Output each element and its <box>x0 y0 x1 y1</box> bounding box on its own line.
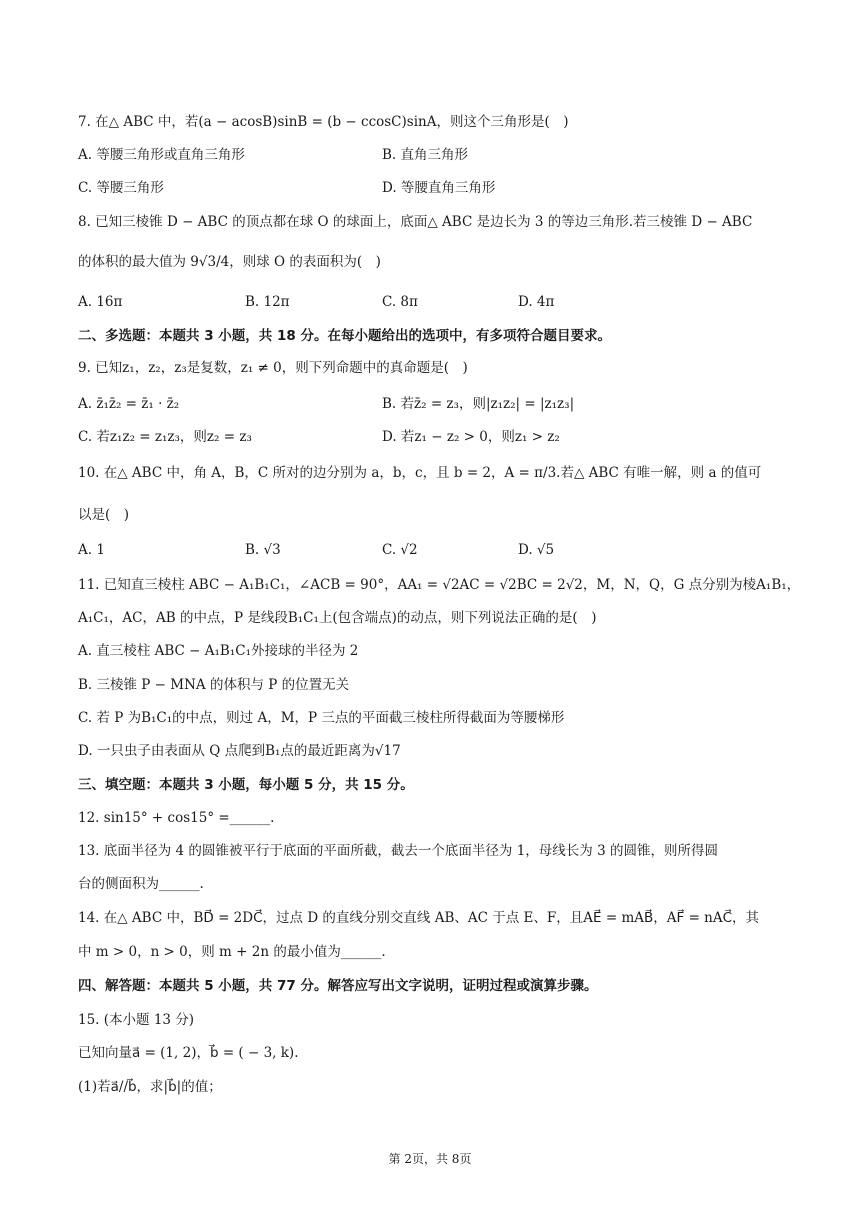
q11-option-d: D. 一只虫子由表面从 Q 点爬到B₁点的最近距离为√17 <box>78 743 401 759</box>
section-heading-multiple-choice: 二、多选题：本题共 3 小题，共 18 分。在每小题给出的选项中，有多项符合题目要求。 <box>78 328 611 344</box>
q11-option-c: C. 若 P 为B₁C₁的中点，则过 A，M，P 三点的平面截三棱柱所得截面为等腰梯形 <box>78 710 565 726</box>
q14-stem-line2: 中 m > 0，n > 0，则 m + 2n 的最小值为______. <box>78 944 386 960</box>
section-heading-fill-in: 三、填空题：本题共 3 小题，每小题 5 分，共 15 分。 <box>78 777 414 793</box>
q10-stem-line1: 10. 在△ ABC 中，角 A，B，C 所对的边分别为 a，b，c，且 b = 2，A = π/3.若△ ABC 有唯一解，则 a 的值可 <box>78 465 762 481</box>
q7-option-c: C. 等腰三角形 <box>78 180 164 196</box>
q8-option-d: D. 4π <box>518 294 555 310</box>
q10-option-d: D. √5 <box>518 542 555 558</box>
q9-option-a: A. z̄₁z̄₂ = z̄₁ · z̄₂ <box>78 396 180 412</box>
q10-option-c: C. √2 <box>382 542 418 558</box>
page-number: 第 2页，共 8页 <box>388 1152 472 1166</box>
q13-stem-line1: 13. 底面半径为 4 的圆锥被平行于底面的平面所截，截去一个底面半径为 1，母线长为 3 的圆锥，则所得圆 <box>78 843 718 859</box>
q12-stem: 12. sin15° + cos15° =______. <box>78 810 275 826</box>
q11-stem-line2: A₁C₁，AC，AB 的中点，P 是线段B₁C₁上(包含端点)的动点，则下列说法正确的是( ) <box>78 610 597 626</box>
q10-option-b: B. √3 <box>245 542 281 558</box>
q9-option-d: D. 若z₁ − z₂ > 0，则z₁ > z₂ <box>382 429 560 445</box>
q7-option-a: A. 等腰三角形或直角三角形 <box>78 147 245 163</box>
q7-option-d: D. 等腰直角三角形 <box>382 180 496 196</box>
q8-stem-line2: 的体积的最大值为 9√3/4，则球 O 的表面积为( ) <box>78 254 381 270</box>
q15-part1: (1)若a⃗//b⃗，求|b⃗|的值； <box>78 1079 222 1095</box>
q7-option-b: B. 直角三角形 <box>382 147 469 163</box>
q10-stem-line2: 以是( ) <box>78 507 130 523</box>
q9-option-c: C. 若z₁z₂ = z₁z₃，则z₂ = z₃ <box>78 429 252 445</box>
q14-stem-line1: 14. 在△ ABC 中，BD⃗ = 2DC⃗，过点 D 的直线分别交直线 AB、AC 于点 E、F，且AE⃗ = mAB⃗，AF⃗ = nAC⃗，其 <box>78 910 760 926</box>
q11-option-b: B. 三棱锥 P − MNA 的体积与 P 的位置无关 <box>78 677 350 693</box>
q8-option-a: A. 16π <box>78 294 123 310</box>
q8-stem-line1: 8. 已知三棱锥 D − ABC 的顶点都在球 O 的球面上，底面△ ABC 是边长为 3 的等边三角形.若三棱锥 D − ABC <box>78 214 753 230</box>
q13-stem-line2: 台的侧面积为______. <box>78 876 204 892</box>
q10-option-a: A. 1 <box>78 542 105 558</box>
q9-option-b: B. 若z̄₂ = z₃，则|z₁z₂| = |z₁z₃| <box>382 396 575 412</box>
q11-option-a: A. 直三棱柱 ABC − A₁B₁C₁外接球的半径为 2 <box>78 643 359 659</box>
q15-stem: 已知向量a⃗ = (1, 2)，b⃗ = ( − 3, k). <box>78 1045 299 1061</box>
q15-heading: 15. (本小题 13 分) <box>78 1012 195 1028</box>
q8-option-c: C. 8π <box>382 294 418 310</box>
section-heading-solutions: 四、解答题：本题共 5 小题，共 77 分。解答应写出文字说明，证明过程或演算步骤。 <box>78 978 598 994</box>
q9-stem: 9. 已知z₁，z₂，z₃是复数，z₁ ≠ 0，则下列命题中的真命题是( ) <box>78 360 468 376</box>
q7-stem: 7. 在△ ABC 中，若(a − acosB)sinB = (b − ccosC)sinA，则这个三角形是( ) <box>78 114 569 130</box>
q8-option-b: B. 12π <box>245 294 290 310</box>
q11-stem-line1: 11. 已知直三棱柱 ABC − A₁B₁C₁，∠ACB = 90°，AA₁ = √2AC = √2BC = 2√2，M，N，Q，G 点分别为棱A₁B₁， <box>78 577 801 593</box>
